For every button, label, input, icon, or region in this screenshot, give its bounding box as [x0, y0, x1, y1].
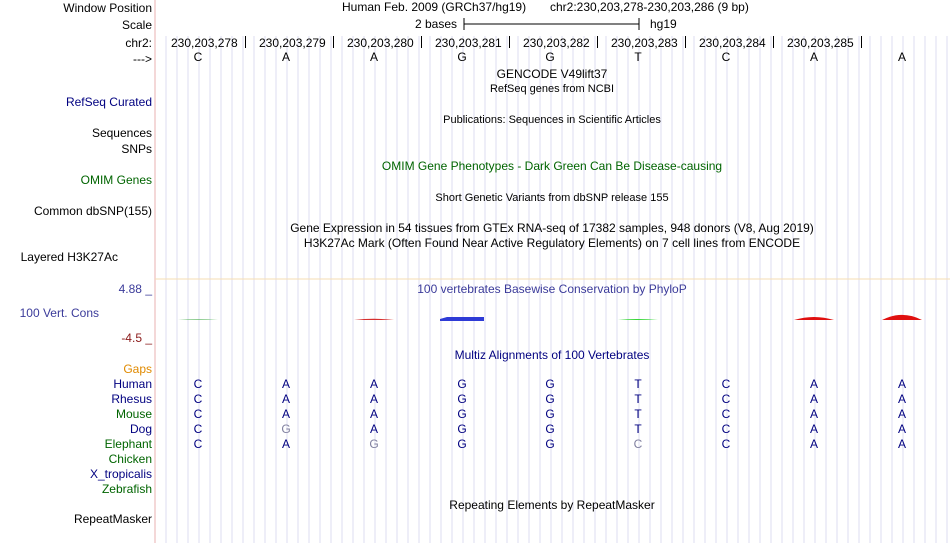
refseq-curated-label[interactable]: RefSeq Curated: [65, 95, 152, 109]
phylop-score-mark: [618, 319, 658, 320]
phylop-score-mark: [354, 319, 394, 320]
sequence-base: C: [193, 50, 203, 64]
alignment-base-elephant: A: [809, 437, 818, 451]
publications-track-title[interactable]: Publications: Sequences in Scientific Articles: [443, 114, 661, 126]
alignment-base-dog: G: [457, 422, 467, 436]
sequence-base: T: [634, 50, 642, 64]
ruler-tick: [773, 36, 774, 48]
species-human-label[interactable]: Human: [113, 377, 152, 391]
alignment-base-elephant: C: [633, 437, 643, 451]
alignment-base-dog: G: [281, 422, 291, 436]
sequences-label[interactable]: Sequences: [91, 126, 152, 140]
phylop-track-title[interactable]: 100 vertebrates Basewise Conservation by PhyloP: [417, 282, 687, 296]
species-zebrafish-label[interactable]: Zebrafish: [101, 482, 152, 496]
common-dbsnp-label[interactable]: Common dbSNP(155): [33, 204, 152, 218]
sequence-base: G: [545, 50, 555, 64]
alignment-base-elephant: G: [545, 437, 555, 451]
multiz-track-title[interactable]: Multiz Alignments of 100 Vertebrates: [454, 348, 650, 362]
alignment-base-elephant: C: [721, 437, 731, 451]
repeatmasker-label[interactable]: RepeatMasker: [73, 512, 152, 526]
vert-cons-label[interactable]: 100 Vert. Cons: [19, 306, 99, 320]
alignment-base-human: G: [545, 377, 555, 391]
sequence-base: A: [809, 50, 818, 64]
ruler-tick: [509, 36, 510, 48]
position-title: chr2:230,203,278-230,203,286 (9 bp): [550, 0, 749, 14]
alignment-base-mouse: A: [809, 407, 818, 421]
ruler-coordinate: 230,203,282: [523, 36, 590, 50]
omim-track-title[interactable]: OMIM Gene Phenotypes - Dark Green Can Be Disease-causing: [381, 159, 723, 173]
alignment-base-human: C: [193, 377, 203, 391]
ruler-coordinate: 230,203,280: [347, 36, 414, 50]
alignment-base-rhesus: G: [457, 392, 467, 406]
phylop-score-mark: [178, 319, 218, 320]
sequence-base: A: [281, 50, 290, 64]
h3k27ac-track-title[interactable]: H3K27Ac Mark (Often Found Near Active Regulatory Elements) on 7 cell lines from ENCODE: [303, 236, 801, 250]
phylop-score-mark: [882, 315, 922, 320]
alignment-base-mouse: A: [897, 407, 906, 421]
alignment-base-dog: T: [634, 422, 642, 436]
ruler-tick: [333, 36, 334, 48]
scale-db-label: hg19: [650, 17, 677, 31]
alignment-base-elephant: G: [369, 437, 379, 451]
ruler-coordinate: 230,203,283: [611, 36, 678, 50]
alignment-base-rhesus: A: [897, 392, 906, 406]
species-chicken-label[interactable]: Chicken: [108, 452, 152, 466]
phylop-score-mark: [440, 317, 484, 321]
ruler-tick: [685, 36, 686, 48]
alignment-base-mouse: C: [721, 407, 731, 421]
alignment-base-rhesus: C: [193, 392, 203, 406]
scale-bar: [462, 16, 642, 32]
alignment-base-rhesus: A: [809, 392, 818, 406]
sequence-base: A: [897, 50, 906, 64]
ruler-coordinate: 230,203,279: [259, 36, 326, 50]
ruler-tick: [861, 36, 862, 48]
alignment-base-dog: A: [809, 422, 818, 436]
alignment-base-human: C: [721, 377, 731, 391]
alignment-base-human: A: [281, 377, 290, 391]
alignment-base-rhesus: T: [634, 392, 642, 406]
ruler-coordinate: 230,203,285: [787, 36, 854, 50]
ruler-coordinate: 230,203,281: [435, 36, 502, 50]
strand-arrow-label[interactable]: --->: [133, 52, 152, 66]
species-dog-label[interactable]: Dog: [129, 422, 152, 436]
sequence-base: G: [457, 50, 467, 64]
species-mouse-label[interactable]: Mouse: [115, 407, 152, 421]
layered-h3k27ac-label[interactable]: Layered H3K27Ac: [20, 250, 118, 264]
omim-genes-label[interactable]: OMIM Genes: [80, 173, 152, 187]
gaps-label[interactable]: Gaps: [123, 362, 152, 376]
alignment-base-elephant: G: [457, 437, 467, 451]
conservation-max-label: 4.88 _: [118, 282, 152, 296]
alignment-base-dog: A: [369, 422, 378, 436]
sequence-base: A: [369, 50, 378, 64]
alignment-base-rhesus: A: [281, 392, 290, 406]
alignment-base-human: G: [457, 377, 467, 391]
refseq-track-subtitle[interactable]: RefSeq genes from NCBI: [489, 83, 615, 95]
alignment-base-elephant: A: [281, 437, 290, 451]
alignment-base-mouse: G: [545, 407, 555, 421]
alignment-base-mouse: T: [634, 407, 642, 421]
alignment-base-mouse: C: [193, 407, 203, 421]
alignment-base-human: A: [897, 377, 906, 391]
alignment-base-mouse: A: [281, 407, 290, 421]
conservation-min-label: -4.5 _: [121, 331, 152, 345]
alignment-base-rhesus: G: [545, 392, 555, 406]
scale-bar-text: 2 bases: [415, 17, 458, 31]
species-elephant-label[interactable]: Elephant: [104, 437, 152, 451]
alignment-base-mouse: A: [369, 407, 378, 421]
chromosome-label: chr2:: [125, 36, 152, 50]
ruler-coordinate: 230,203,284: [699, 36, 766, 50]
ruler-tick: [245, 36, 246, 48]
alignment-base-human: T: [634, 377, 642, 391]
alignment-base-elephant: C: [193, 437, 203, 451]
phylop-score-mark: [794, 317, 834, 320]
alignment-base-rhesus: A: [369, 392, 378, 406]
alignment-base-dog: G: [545, 422, 555, 436]
alignment-base-human: A: [809, 377, 818, 391]
alignment-base-dog: A: [897, 422, 906, 436]
alignment-base-rhesus: C: [721, 392, 731, 406]
alignment-base-mouse: G: [457, 407, 467, 421]
gtex-track-title[interactable]: Gene Expression in 54 tissues from GTEx RNA-seq of 17382 samples, 948 donors (V8, Aug 2019): [290, 221, 814, 235]
snps-label[interactable]: SNPs: [121, 142, 152, 156]
assembly-title: Human Feb. 2009 (GRCh37/hg19): [342, 0, 527, 14]
scale-label: Scale: [121, 18, 152, 32]
alignment-base-elephant: A: [897, 437, 906, 451]
window-position-label: Window Position: [63, 1, 152, 15]
alignment-base-dog: C: [193, 422, 203, 436]
ruler-coordinate: 230,203,278: [171, 36, 238, 50]
dbsnp-track-title[interactable]: Short Genetic Variants from dbSNP release 155: [435, 192, 669, 204]
gencode-track-title[interactable]: GENCODE V49lift37: [496, 67, 608, 81]
sequence-base: C: [721, 50, 731, 64]
alignment-base-dog: C: [721, 422, 731, 436]
ruler-tick: [421, 36, 422, 48]
repeatmasker-track-title[interactable]: Repeating Elements by RepeatMasker: [449, 498, 655, 512]
alignment-base-human: A: [369, 377, 378, 391]
ruler-tick: [597, 36, 598, 48]
species-xtropicalis-label[interactable]: X_tropicalis: [89, 467, 152, 481]
species-rhesus-label[interactable]: Rhesus: [111, 392, 152, 406]
